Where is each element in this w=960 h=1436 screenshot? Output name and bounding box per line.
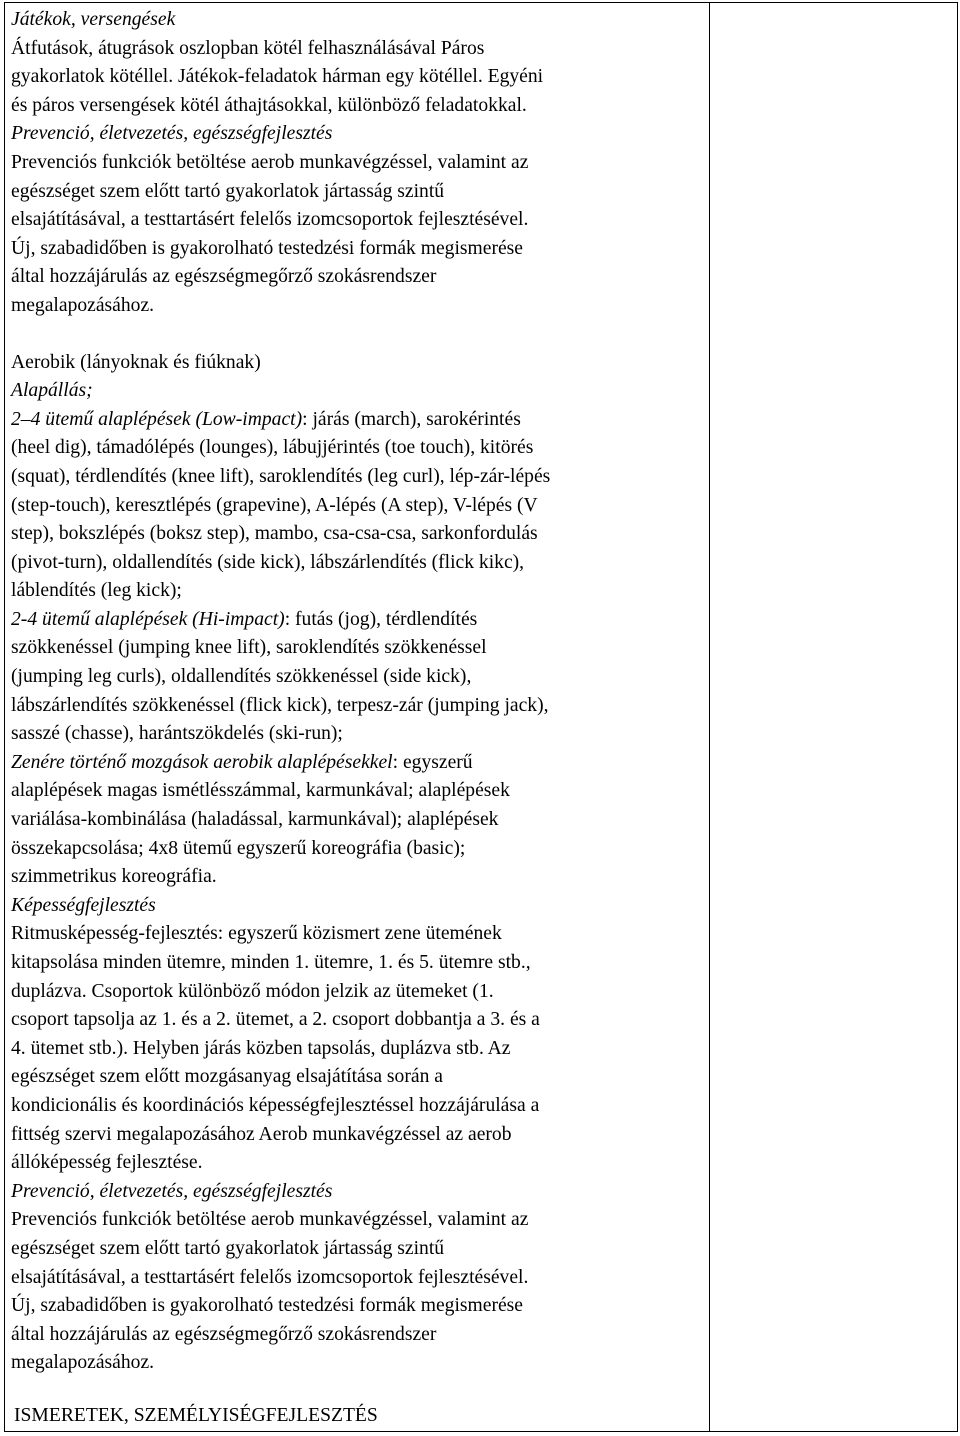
content-cell <box>5 3 709 1431</box>
text-line: Prevenciós funkciók betöltése aerob munkavégzéssel, valamint az <box>11 1209 529 1231</box>
text-line: lábszárlendítés szökkenéssel (flick kick), terpesz-zár (jumping jack), <box>11 694 549 716</box>
text-line: láblendítés (leg kick); <box>11 580 182 602</box>
text-line: Új, szabadidőben is gyakorolható testedzési formák megismerése <box>11 237 524 259</box>
subsection-title: Aerobik (lányoknak és fiúknak) <box>11 351 261 373</box>
text-line: kondicionális és koordinációs képességfejlesztéssel hozzájárulása a <box>11 1094 540 1116</box>
text-line: által hozzájárulás az egészségmegőrző szokásrendszer <box>11 266 437 288</box>
text-line: Új, szabadidőben is gyakorolható testedzési formák megismerése <box>11 1295 524 1317</box>
text-line <box>11 406 709 435</box>
text-line <box>11 606 709 635</box>
section-heading: Játékok, versengések <box>11 9 176 30</box>
text-line: Prevenciós funkciók betöltése aerob munkavégzéssel, valamint az <box>11 151 529 173</box>
text-line: variálása-kombinálása (haladással, karmunkával); alaplépések <box>11 809 499 831</box>
text-line: egészséget szem előtt tartó gyakorlatok jártasság szintű <box>11 1237 445 1259</box>
music-moves-text: : egyszerű <box>392 751 473 773</box>
text-line: szökkenéssel (jumping knee lift), saroklendítés szökkenéssel <box>11 637 487 659</box>
text-line: fittség szervi megalapozásához Aerob munkavégzéssel az aerob <box>11 1123 512 1145</box>
text-line: elsajátításával, a testtartásért felelős izomcsoportok fejlesztésével. <box>11 1266 529 1288</box>
text-line: összekapcsolása; 4x8 ütemű egyszerű koreográfia (basic); <box>11 837 466 859</box>
text-line: kitapsolása minden ütemre, minden 1. ütemre, 1. és 5. ütemre stb., <box>11 952 531 973</box>
text-line: egészséget szem előtt tartó gyakorlatok jártasság szintű <box>11 180 445 202</box>
text-line: duplázva. Csoportok különböző módon jelzik az ütemeket (1. <box>11 980 494 1002</box>
footer-heading: ISMERETEK, SZEMÉLYISÉGFEJLESZTÉS <box>14 1405 378 1426</box>
text-line: (heel dig), támadólépés (lounges), lábujjérintés (toe touch), kitörés <box>11 437 534 459</box>
text-line: megalapozásához. <box>11 1352 155 1374</box>
text-line: csoport tapsolja az 1. és a 2. ütemet, a 2. csoport dobbantja a 3. és a <box>11 1009 540 1031</box>
text-line: Átfutások, átugrások oszlopban kötél felhasználásával Páros <box>11 37 485 59</box>
text-line: állóképesség fejlesztése. <box>11 1152 203 1174</box>
text-line: (jumping leg curls), oldallendítés szökkenéssel (side kick), <box>11 666 472 688</box>
empty-cell <box>711 3 957 1431</box>
subsection-label: Alapállás; <box>11 380 93 402</box>
text-line: által hozzájárulás az egészségmegőrző szokásrendszer <box>11 1323 437 1345</box>
text-line: step), bokszlépés (boksz step), mambo, csa-csa-csa, sarkonfordulás <box>11 523 538 545</box>
text-line <box>11 749 709 778</box>
text-line: sasszé (chasse), harántszökdelés (ski-run); <box>11 723 343 745</box>
column-divider <box>709 3 710 1431</box>
music-moves-label: Zenére történő mozgások aerobik alaplépésekkel <box>11 751 393 773</box>
text-line: (step-touch), keresztlépés (grapevine), A-lépés (A step), V-lépés (V <box>11 494 538 516</box>
text-line: (pivot-turn), oldallendítés (side kick), lábszárlendítés (flick kikc), <box>11 551 525 573</box>
hi-impact-label: 2-4 ütemű alaplépések (Hi-impact) <box>11 608 285 630</box>
text-line: és páros versengések kötél áthajtásokkal, különböző feladatokkal. <box>11 94 527 116</box>
text-line: 4. ütemet stb.). Helyben járás közben tapsolás, duplázva stb. Az <box>11 1037 511 1059</box>
low-impact-text: : járás (march), sarokérintés <box>302 408 521 430</box>
text-line: (squat), térdlendítés (knee lift), saroklendítés (leg curl), lép-zár-lépés <box>11 465 551 487</box>
text-line: alaplépések magas ismétlésszámmal, karmunkával; alaplépések <box>11 780 510 802</box>
section-heading: Prevenció, életvezetés, egészségfejlesztés <box>11 123 333 145</box>
spacer <box>11 321 709 349</box>
curriculum-table <box>4 2 958 1432</box>
text-line: szimmetrikus koreográfia. <box>11 866 217 888</box>
text-line: Ritmusképesség-fejlesztés: egyszerű közismert zene ütemének <box>11 923 502 945</box>
text-line: elsajátításával, a testtartásért felelős izomcsoportok fejlesztésével. <box>11 209 529 231</box>
text-line: gyakorlatok kötéllel. Játékok-feladatok hárman egy kötéllel. Egyéni <box>11 66 544 88</box>
low-impact-label: 2–4 ütemű alaplépések (Low-impact) <box>11 408 303 430</box>
text-line: egészséget szem előtt mozgásanyag elsajátítása során a <box>11 1066 443 1088</box>
text-line: megalapozásához. <box>11 294 155 316</box>
hi-impact-text: : futás (jog), térdlendítés <box>284 608 478 630</box>
section-heading: Képességfejlesztés <box>11 894 156 916</box>
section-heading: Prevenció, életvezetés, egészségfejlesztés <box>11 1180 333 1202</box>
